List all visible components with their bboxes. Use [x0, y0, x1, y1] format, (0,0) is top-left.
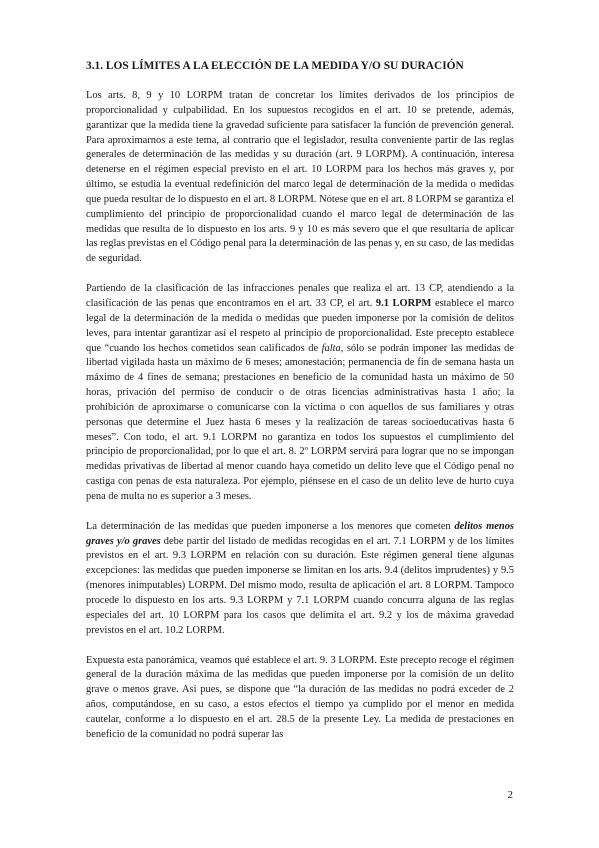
paragraph-text: Partiendo de la clasificación de las infracciones penales que realiza el art. 13 CP, atendiendo a la clasificación de las penas que encontramos en el art. 33 CP, el art.	[86, 283, 514, 309]
paragraph-limits-overview: Los arts. 8, 9 y 10 LORPM tratan de concretar los límites derivados de los principios de proporcionalidad y culpabilidad. En los supuestos recogidos en el art. 10 se pretende, además, garantizar que la medida tiene la gravedad suficiente para satisfacer la función de prevención general. Para aproximarnos a este tema, al contrario que el legislador, resulta conveniente partir de las reglas generales de determinación de las medidas y su duración (art. 9 LORPM). A continuación, interesa detenerse en el régimen especial previsto en el art. 10 LORPM para los hechos más graves y, por último, se estudia la eventual redefinición del marco legal de determinación de la medida o medidas que pueda resultar de lo dispuesto en el art. 8 LORPM. Nótese que en el art. 8 LORPM se garantiza el cumplimiento del principio de proporcionalidad cuando el marco legal de determinación de las medidas que resulta de lo dispuesto en los arts. 9 y 10 es más severo que el que resultaría de aplicar las reglas previstas en el Código penal para la determinación de las penas y, en su caso, de las medidas de seguridad.	[86, 90, 514, 265]
bold-reference: 9.1 LORPM	[375, 297, 432, 309]
paragraph-article-9-3: Expuesta esta panorámica, veamos qué establece el art. 9. 3 LORPM. Este precepto recoge el régimen general de la duración máxima de las medidas que pueden imponerse por la comisión de un delito grave o menos grave. Así pues, se dispone que “la duración de las medidas no podrá exceder de 2 años, computándose, en su caso, a estos efectos el tiempo ya cumplido por el menor en medida cautelar, conforme a lo dispuesto en el art. 28.5 de la presente Ley. La medida de prestaciones en beneficio de la comunidad no podrá superar las	[86, 654, 514, 740]
paragraph-text: establece el marco legal de la determinación de la medida o medidas que pueden imponerse por la comisión de delitos leves, para intentar garantizar así el respeto al principio de proporcionalidad. Este precepto establece que “cuando los hechos cometidos sean calificados de	[86, 297, 515, 354]
paragraph-serious-offences	[86, 520, 514, 639]
page-number: 2	[507, 789, 513, 801]
paragraph-article-9-1	[86, 282, 514, 505]
paragraph-text: , sólo se podrán imponer las medidas de libertad vigilada hasta un máximo de 6 meses; amonestación; permanencia de fin de semana hasta un máximo de 4 fines de semana; prestaciones en beneficio de la comunidad hasta un máximo de 50 horas, privación del permiso de conducir o de otras licencias administrativas hasta 1 año; la prohibición de aproximarse o comunicarse con la víctima o con aquellos de sus familiares y otras personas que determine el Juez hasta 6 meses y la realización de tareas socioeducativas hasta 6 meses”. Con todo, el art. 9.1 LORPM no garantiza en todos los supuestos el cumplimiento del principio de proporcionalidad, por lo que el art. 8. 2º LORPM servirá para lograr que no se impongan medidas privativas de libertad al menor cuando haya cometido un delito leve que el Código penal no castiga con penas de esta naturaleza. Por ejemplo, piénsese en el caso de un delito leve de hurto cuya pena de multa no es superior a 3 meses.	[86, 342, 514, 502]
paragraph-text: La determinación de las medidas que pueden imponerse a los menores que cometen	[86, 520, 455, 532]
emphasis-text: delitos menos graves y/o graves	[86, 520, 514, 547]
italic-term: falta	[321, 342, 341, 354]
page-content	[86, 60, 514, 743]
section-heading: 3.1. LOS LÍMITES A LA ELECCIÓN DE LA MEDIDA Y/O SU DURACIÓN	[86, 60, 464, 72]
paragraph-text: debe partir del listado de medidas recogidas en el art. 7.1 LORPM y de los límites previstos en el art. 9.3 LORPM en relación con su duración. Este régimen general tiene algunas excepciones: las medidas que pueden imponerse se limitan en los arts. 9.4 (delitos imprudentes) y 9.5 (menores inimputables) LORPM. Del mismo modo, resulta de aplicación el art. 8 LORPM. Tampoco procede lo dispuesto en los arts. 9.3 LORPM y 7.1 LORPM cuando concurra alguna de las reglas especiales del art. 10 LORPM para los casos que delimita el art. 9.2 y los de máxima gravedad previstos en el art. 10.2 LORPM.	[86, 535, 514, 636]
